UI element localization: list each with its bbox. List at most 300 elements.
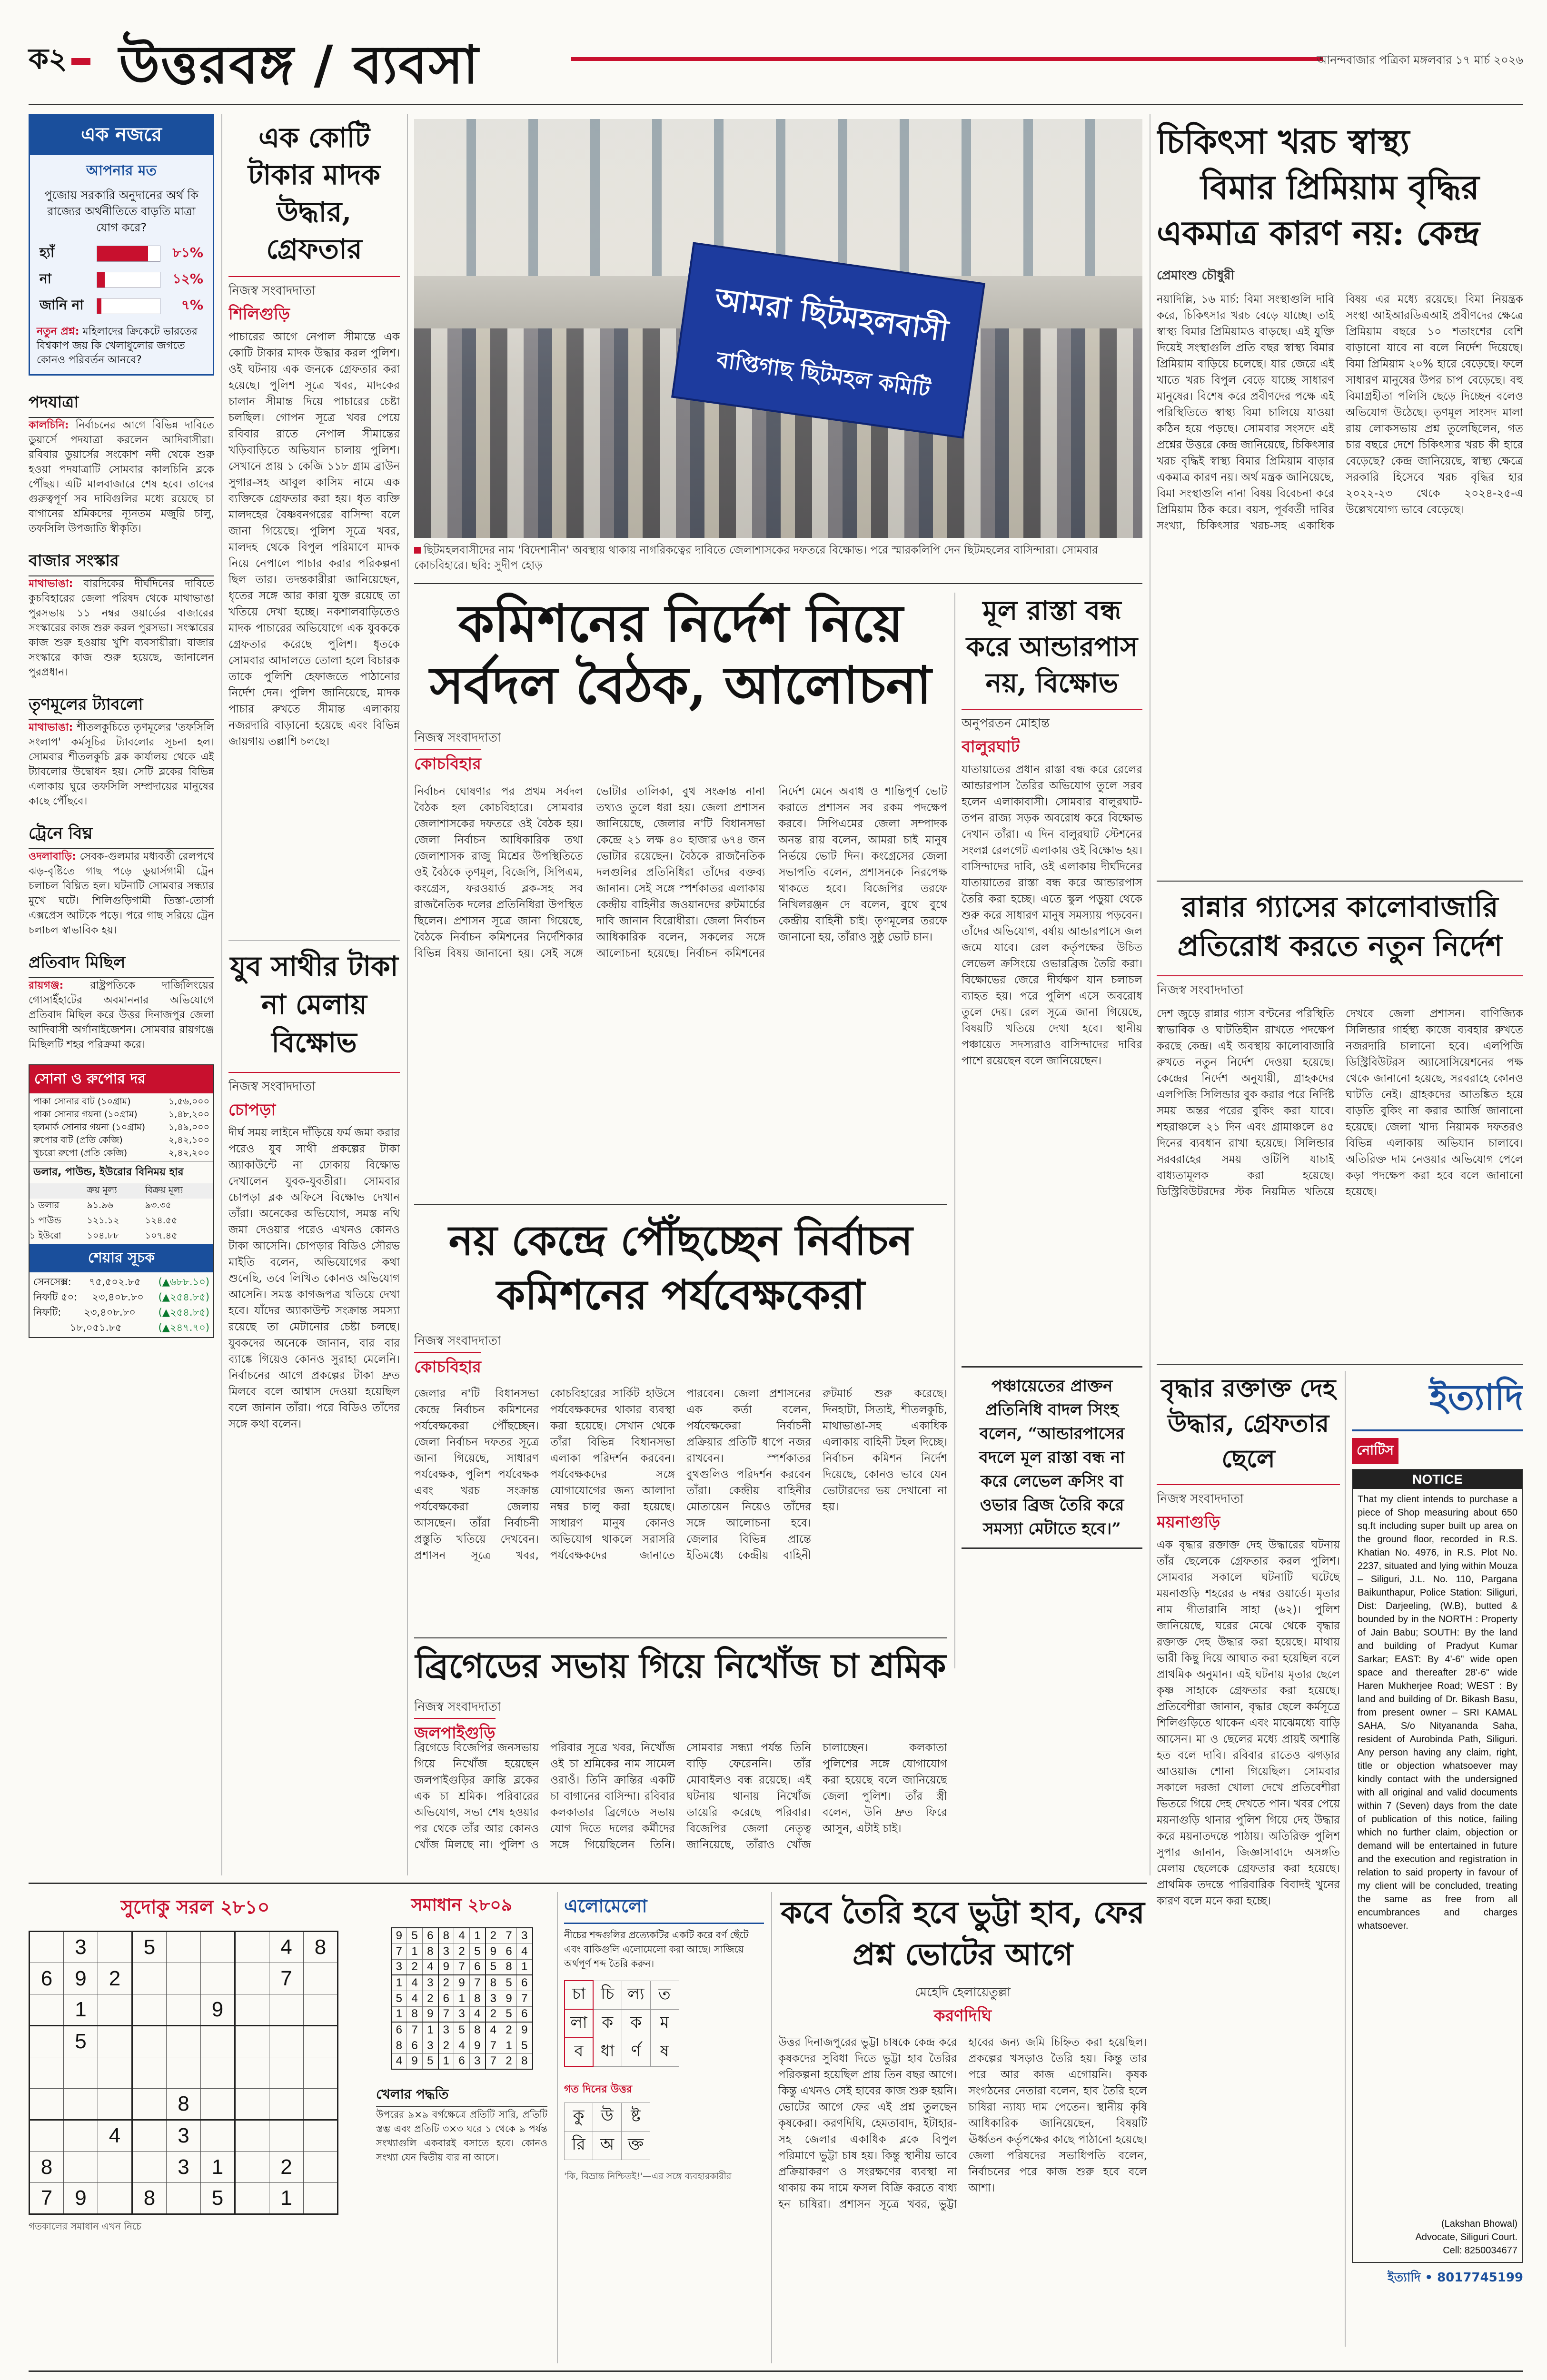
notice-signature: (Lakshan Bhowal) Advocate, Siliguri Court. Cell: 8250034677: [1415, 2219, 1517, 2256]
sudoku-title: সুদোকু সরল ২৮১০: [120, 1896, 270, 1918]
solution-cell: 2: [486, 2006, 501, 2022]
jumble-letter: চা: [565, 1981, 593, 2009]
story-dateline: করণদিঘি: [933, 2006, 992, 2025]
page-number: ক২: [29, 42, 67, 76]
sudoku-cell[interactable]: [167, 2057, 201, 2089]
masthead-rule: [571, 57, 1323, 61]
solution-cell: 1: [454, 1991, 470, 2006]
sudoku-cell[interactable]: 3: [167, 2120, 201, 2152]
solution-cell: 3: [486, 1991, 501, 2006]
solution-cell: 1: [438, 2053, 454, 2069]
market-value: ১,৫৬,০০০: [168, 1096, 209, 1107]
sudoku-cell[interactable]: 7: [30, 2183, 64, 2214]
share-row: [33, 1305, 209, 1320]
column-divider: [1345, 1371, 1346, 2347]
story-headline: কবে তৈরি হবে ভুট্টা হাব, ফের প্রশ্ন ভোটের আগে: [781, 1895, 1145, 1973]
sudoku-cell[interactable]: [269, 1994, 304, 2026]
solution-cell: 5: [501, 1975, 517, 1991]
sudoku-cell[interactable]: [30, 2089, 64, 2120]
solution-cell: 3: [517, 1928, 533, 1944]
share-value: ১৮,০৫১.৮৫: [69, 1322, 122, 1333]
fx-cell: ১ ইউরো: [30, 1230, 61, 1241]
sudoku-cell[interactable]: [269, 2026, 304, 2057]
column-divider: [557, 1892, 558, 2363]
brief-text: রাষ্ট্রপতিকে দার্জিলিংয়ের গোসাইঁহাটের অবমাননার অভিযোগে প্রতিবাদ মিছিল করে উত্তর দিনাজপুর জেলা আদিবাসী অর্গানাইজেশন। সোমবার রায়গঞ্জে মিছিলটি শহর পরিক্রমা করে।: [29, 980, 214, 1051]
poll-next-label: নতুন প্রশ্ন:: [37, 326, 79, 337]
sudoku-cell[interactable]: 1: [64, 1994, 98, 2026]
solution-cell: 6: [501, 1944, 517, 1959]
poll-question: পুজোয় সরকারি অনুদানের অর্থ কি রাজ্যের অর্থনীতিতে বাড়তি মাত্রা যোগ করে?: [44, 188, 198, 234]
brief-title: পদযাত্রা: [29, 390, 214, 418]
fx-cell: ১০৪.৮৮: [87, 1230, 119, 1241]
market-value: ২,৪২,২০০: [168, 1148, 209, 1158]
sudoku-cell[interactable]: [304, 1994, 338, 2026]
solution-cell: 5: [517, 2038, 533, 2053]
sudoku-cell[interactable]: [30, 1994, 64, 2026]
solution-cell: 8: [517, 2053, 533, 2069]
solution-row: [391, 2038, 533, 2053]
solution-cell: 3: [423, 1975, 438, 1991]
sudoku-cell[interactable]: [201, 2057, 235, 2089]
sudoku-cell[interactable]: [235, 1963, 269, 1994]
sudoku-cell[interactable]: 3: [64, 1932, 98, 1963]
notice-heading: NOTICE: [1353, 1470, 1522, 1489]
share-row: [33, 1320, 209, 1335]
story-byline: নিজস্ব সংবাদদাতা: [1157, 1484, 1340, 1510]
sudoku-cell[interactable]: [98, 2183, 132, 2214]
solution-block: [376, 1892, 547, 2363]
story-headline-line: বিমার প্রিমিয়াম বৃদ্ধির: [1200, 168, 1479, 207]
solution-cell: 1: [423, 2022, 438, 2038]
solution-cell: 6: [391, 2022, 407, 2038]
jumble-answer-letter: ষ্ট: [622, 2103, 650, 2132]
sudoku-cell[interactable]: 9: [64, 1963, 98, 1994]
jumble-letter: ল্য: [622, 1981, 650, 2009]
solution-row: [391, 1944, 533, 1959]
sudoku-cell[interactable]: 7: [269, 1963, 304, 1994]
market-row: [33, 1147, 209, 1160]
story-observers: [414, 1214, 947, 1633]
sudoku-cell[interactable]: [269, 2057, 304, 2089]
banner-line-2: বাপ্তিগাছ ছিটমহল কমিটি: [715, 347, 932, 402]
story-body: পাচারের আগে নেপাল সীমান্তে এক কোটি টাকার মাদক উদ্ধার করল পুলিশ। ওই ঘটনায় এক জনকে গ্রেফতার করা হয়েছে। পুলিশ সূত্রে খবর, মাদকের চালান সীমান্ত দিয়ে পাচারের চেষ্টা চলছিল। গোপন সূত্রে খবর পেয়ে রবিবার রাতে নেপাল সীমান্তের খড়িবাড়িতে অভিযান চালায় পুলিশ। সেখানে প্রায় ১ কেজি ১১৮ গ্রাম ব্রাউন সুগার-সহ আবুল কাসিম নামে এক ব্যক্তিকে গ্রেফতার করা হয়। ধৃত ব্যক্তি মালদহের বৈষ্ণবনগরের বাসিন্দা বলে জানা গিয়েছে। পুলিশ সূত্রে খবর, মালদহ থেকে বিপুল পরিমাণে মাদক নিয়ে নেপালে পাচার করার পরিকল্পনা ছিল তার। তদন্তকারীরা জানিয়েছেন, ধৃতের সঙ্গে আর কারা যুক্ত রয়েছে তা খতিয়ে দেখা হচ্ছে। নকশালবাড়িতেও মাদক পাচারের অভিযোগে এক যুবককে গ্রেফতার করেছে পুলিশ। ধৃতকে সোমবার আদালতে তোলা হলে বিচারক তাকে পুলিশি হেফাজতে পাঠানোর নির্দেশ দেন। পুলিশ জানিয়েছে, মাদক পাচার রুখতে সীমান্ত এলাকায় নজরদারি বাড়ানো হয়েছে এবং বিভিন্ন জায়গায় তল্লাশি চলছে।: [228, 331, 400, 748]
sudoku-cell[interactable]: [201, 2026, 235, 2057]
solution-cell: 8: [486, 1975, 501, 1991]
sudoku-cell[interactable]: 1: [201, 2152, 235, 2183]
brief-text: বারদিকের দীর্ঘদিনের দাবিতে কুচবিহারের জেলা পরিষদ থেকে মাথাভাঙা পুরসভায় ১১ নম্বর ওয়ার্ডের বাজারের সংস্কারের কাজ শুরু করল পুরসভা। সংস্কারের কাজ শুরু হওয়ায় খুশি ব্যবসায়ীরা। বাজার সংস্কারে কাজ শুরু হয়েছে, জানালেন পুরপ্রধান।: [29, 578, 214, 678]
fx-row: [30, 1214, 213, 1229]
sudoku-cell[interactable]: [201, 1932, 235, 1963]
sudoku-cell[interactable]: [201, 2089, 235, 2120]
fx-head: বিক্রয় মূল্য: [145, 1185, 183, 1195]
market-row: [33, 1108, 209, 1121]
section-divider: [1157, 1364, 1523, 1365]
story-insurance: [1157, 119, 1523, 876]
share-label: নিফটি:: [33, 1307, 61, 1318]
solution-cell: 7: [517, 1991, 533, 2006]
story-body: উত্তর দিনাজপুরের ভুট্টা চাষকে কেন্দ্র করে কৃষকদের সুবিধা দিতে ভুট্টা হাব তৈরির পরিকল্পনা হয়েছিল প্রায় তিন বছর আগে। কিন্তু এখনও সেই হাবের কাজ শুরু হয়নি। ভোটের আগে ফের এই প্রশ্ন তুলছেন কৃষকেরা। করণদিঘি, হেমতাবাদ, ইটাহার-সহ জেলার একাধিক ব্লকে বিপুল পরিমাণে ভুট্টা চাষ হয়। কিন্তু স্থানীয় ভাবে প্রক্রিয়াকরণ ও সংরক্ষণের ব্যবস্থা না থাকায় কম দামে ফসল বিক্রি করতে বাধ্য হন চাষিরা। প্রশাসন সূত্রে খবর, ভুট্টা হাবের জন্য জমি চিহ্নিত করা হয়েছিল। প্রকল্পের খসড়াও তৈরি হয়। কিন্তু তার পরে আর কাজ এগোয়নি। কৃষক সংগঠনের নেতারা বলেন, হাব তৈরি হলে চাষিরা ন্যায্য দাম পেতেন। স্থানীয় কৃষি আধিকারিক জানিয়েছেন, বিষয়টি ঊর্ধ্বতন কর্তৃপক্ষের কাছে পাঠানো হয়েছে। জেলা পরিষদের সভাধিপতি বলেন, নির্বাচনের পরে কাজ শুরু হবে বলে আশা।: [778, 2036, 1147, 2211]
pull-quote: পঞ্চায়েতের প্রাক্তন প্রতিনিধি বাদল সিংহ বলেন, “আন্ডারপাসের বদলে মূল রাস্তা বন্ধ না করে লেভেল ক্রসিং বা ওভার ব্রিজ তৈরি করে সমস্যা মেটাতে হবে।”: [962, 1366, 1142, 1549]
photo-rule: [414, 583, 1142, 584]
sudoku-cell[interactable]: [30, 2026, 64, 2057]
jumble-answer-letter: রি: [565, 2132, 593, 2160]
solution-cell: 8: [407, 2006, 423, 2022]
solution-cell: 9: [438, 1959, 454, 1975]
sudoku-cell[interactable]: 5: [132, 1932, 167, 1963]
brief-place: মাথাভাঙা:: [29, 722, 73, 734]
poll-title: এক নজরে: [30, 116, 213, 155]
sudoku-cell[interactable]: 2: [269, 2152, 304, 2183]
market-value: ২,৪২,১০০: [168, 1135, 209, 1145]
jumble-answer-letter: অ: [593, 2132, 622, 2160]
sudoku-cell[interactable]: [98, 2152, 132, 2183]
solution-cell: 5: [486, 1959, 501, 1975]
fx-cell: ১ ডলার: [30, 1200, 60, 1210]
solution-cell: 6: [407, 2038, 423, 2053]
brief-title: বাজার সংস্কার: [29, 548, 214, 576]
share-row: [33, 1274, 209, 1289]
brief-title: তৃণমূলের ট্যাবলো: [29, 692, 214, 720]
solution-cell: 3: [391, 1959, 407, 1975]
sudoku-cell[interactable]: [235, 2152, 269, 2183]
brief-text: নির্বাচনের আগে বিভিন্ন দাবিতে ডুয়ার্সে পদযাত্রা করলেন আদিবাসীরা। রবিবার ডুয়ার্সের সংকোশ নদী থেকে শুরু হওয়া পদযাত্রাটি সোমবার কালচিনি ব্লকে পৌঁছয়। এটি মালবাজারে শেষ হবে। তাদের গুরুত্বপূর্ণ সব দাবিগুলির মধ্যে রয়েছে চা বাগানের শ্রমিকদের ন্যূনতম মজুরি চালু, তফসিলি উপজাতি স্বীকৃতি।: [29, 419, 214, 535]
column-divider: [407, 114, 408, 1875]
ittadi-box: [1352, 1371, 1523, 2347]
sudoku-cell[interactable]: 8: [30, 2152, 64, 2183]
sudoku-cell[interactable]: [304, 2120, 338, 2152]
story-byline: নিজস্ব সংবাদদাতা: [228, 276, 400, 302]
solution-cell: 6: [454, 2053, 470, 2069]
share-change: (▲২৫৪.৮৫): [158, 1291, 209, 1303]
poll-row-label: না: [40, 271, 51, 287]
solution-cell: 1: [391, 1975, 407, 1991]
sudoku-cell[interactable]: 5: [201, 2183, 235, 2214]
solution-cell: 9: [501, 1991, 517, 2006]
jumble-letter: ষ: [650, 2038, 679, 2066]
solution-row: [391, 2053, 533, 2069]
sudoku-row: [30, 1994, 338, 2026]
sudoku-cell[interactable]: [64, 2120, 98, 2152]
sudoku-cell[interactable]: [132, 2057, 167, 2089]
sudoku-cell[interactable]: [64, 2089, 98, 2120]
jumble-row: [565, 2009, 679, 2038]
solution-cell: 2: [454, 1944, 470, 1959]
solution-cell: 9: [517, 2022, 533, 2038]
solution-cell: 6: [517, 1975, 533, 1991]
masthead: [29, 24, 1523, 100]
solution-cell: 1: [517, 1959, 533, 1975]
story-headline: এক কোটি টাকার মাদক উদ্ধার, গ্রেফতার: [248, 121, 380, 265]
brief-item: [29, 390, 214, 536]
solution-cell: 6: [438, 1991, 454, 2006]
story-byline: নিজস্ব সংবাদদাতা: [414, 731, 501, 745]
solution-cell: 7: [438, 2006, 454, 2022]
sudoku-cell[interactable]: [132, 2026, 167, 2057]
solution-row: [391, 1975, 533, 1991]
sudoku-cell[interactable]: [98, 2057, 132, 2089]
story-dateline: কোচবিহার: [414, 749, 481, 779]
fx-row: [30, 1229, 213, 1244]
sudoku-grid: [29, 1931, 338, 2215]
sudoku-cell[interactable]: [304, 2026, 338, 2057]
solution-cell: 7: [486, 2053, 501, 2069]
sudoku-cell[interactable]: [167, 2026, 201, 2057]
poll-next-question: মহিলাদের ক্রিকেটে ভারতের বিশ্বকাপ জয় কি খেলাধুলোর জগতে কোনও পরিবর্তন আনবে?: [37, 326, 198, 366]
ittadi-footer: ইত্যাদি • 8017745199: [1388, 2271, 1523, 2285]
sudoku-cell[interactable]: [167, 1963, 201, 1994]
sudoku-cell[interactable]: [132, 2120, 167, 2152]
story-headline: বৃদ্ধার রক্তাক্ত দেহ উদ্ধার, গ্রেফতার ছেলে: [1160, 1374, 1336, 1473]
story-byline: নিজস্ব সংবাদদাতা: [414, 1334, 501, 1348]
sudoku-cell[interactable]: [132, 1963, 167, 1994]
solution-cell: 8: [470, 2022, 486, 2038]
share-title: শেয়ার সূচক: [30, 1244, 213, 1272]
jumble-block: [564, 1892, 764, 2363]
story-dateline: চোপড়া: [228, 1101, 276, 1120]
sudoku-cell[interactable]: [132, 1994, 167, 2026]
jumble-letter: ত: [650, 1981, 679, 2009]
brief-place: কালচিনি:: [29, 419, 69, 431]
share-change: (▲২৫৪.৮৫): [158, 1307, 209, 1318]
solution-cell: 4: [486, 2022, 501, 2038]
solution-cell: 4: [470, 2006, 486, 2022]
brief-text: সেবক-গুলমার মধ্যবর্তী রেলপথে ঝড়-বৃষ্টিতে গাছ পড়ে ডুয়ার্সগামী ট্রেন চলাচল বিঘ্নিত হল। ঘটনাটি সোমবার সন্ধ্যার মুখে ঘটে। শিলিগুড়িগামী তিস্তা-তোর্সা এক্সপ্রেস আটকে পড়ে। পরে গাছ সরিয়ে ট্রেন চলাচল স্বাভাবিক হয়।: [29, 851, 214, 936]
market-label: পাকা সোনার বাট (১০গ্রাম): [33, 1096, 131, 1107]
sudoku-cell[interactable]: [235, 2057, 269, 2089]
sudoku-cell[interactable]: [235, 1932, 269, 1963]
market-label: খুচরো রুপো (প্রতি কেজি): [33, 1148, 128, 1158]
sudoku-cell[interactable]: 6: [30, 1963, 64, 1994]
story-byline: প্রেমাংশু চৌধুরী: [1157, 268, 1234, 283]
story-body: ব্রিগেডে বিজেপির জনসভায় গিয়ে নিখোঁজ হয়েছেন জলপাইগুড়ির ক্রান্তি ব্লকের এক চা শ্রমিক। পরিবারের অভিযোগ, সভা শেষ হওয়ার পর থেকে তাঁর আর কোনও খোঁজ মিলছে না। পুলিশ ও পরিবার সূত্রে খবর, নিখোঁজ ওই চা শ্রমিকের নাম সামেল ওরাওঁ। তিনি ক্রান্তির একটি চা বাগানের বাসিন্দা। রবিবার কলকাতার ব্রিগেডে সভায় যোগ দিতে দলের কর্মীদের সঙ্গে গিয়েছিলেন তিনি। সোমবার সন্ধ্যা পর্যন্ত তিনি বাড়ি ফেরেননি। তাঁর মোবাইলও বন্ধ রয়েছে। এই ঘটনায় থানায় নিখোঁজ ডায়েরি করেছে পরিবার। বিজেপির জেলা নেতৃত্ব জানিয়েছে, তাঁরাও খোঁজ চালাচ্ছেন। কলকাতা পুলিশের সঙ্গে যোগাযোগ করা হয়েছে বলে জানিয়েছে জেলা পুলিশ। তাঁর স্ত্রী বলেন, উনি দ্রুত ফিরে আসুন, এটাই চাই।: [414, 1742, 947, 1851]
sudoku-cell[interactable]: [132, 2152, 167, 2183]
market-value: ১,৪৮,২০০: [168, 1109, 209, 1120]
poll-row-value: ৮১%: [172, 245, 203, 260]
sudoku-cell[interactable]: [64, 2057, 98, 2089]
share-label: সেনসেক্স:: [33, 1276, 71, 1288]
sudoku-cell[interactable]: [304, 2089, 338, 2120]
jumble-answer-letter: কু: [565, 2103, 593, 2132]
sudoku-cell[interactable]: [269, 2120, 304, 2152]
solution-cell: 3: [438, 2022, 454, 2038]
solution-cell: 6: [423, 1928, 438, 1944]
jumble-answer-row: [565, 2132, 650, 2160]
banner-line-1: আমরা ছিটমহলবাসী: [713, 281, 951, 348]
solution-cell: 8: [501, 1959, 517, 1975]
sudoku-row: [30, 2120, 338, 2152]
left-sidebar: [29, 114, 214, 1875]
market-value: ১,৪৯,০০০: [168, 1122, 209, 1132]
brief-item: [29, 692, 214, 809]
solution-cell: 2: [423, 1991, 438, 2006]
caption-text: ছিটমহলবাসীদের নাম 'বিদেশানীন' অবস্থায় থাকায় নাগরিকত্বের দাবিতে জেলাশাসকের দফতরে বিক্ষোভ। পরে স্মারকলিপি দেন ছিটমহলের বাসিন্দারা। সোমবার কোচবিহারে। ছবি: সুদীপ হোড়: [414, 544, 1098, 572]
jumble-letter: চি: [593, 1981, 622, 2009]
solution-cell: 2: [438, 2038, 454, 2053]
solution-title: সমাধান ২৮০৯: [411, 1895, 513, 1915]
solution-row: [391, 1928, 533, 1944]
sudoku-cell[interactable]: 5: [64, 2026, 98, 2057]
market-label: রুপোর বাট (প্রতি কেজি): [33, 1135, 123, 1145]
solution-cell: 1: [501, 2038, 517, 2053]
jumble-answer-row: [565, 2103, 650, 2132]
section-divider: [228, 940, 400, 941]
poll-bar-yes: [97, 246, 148, 261]
sudoku-cell[interactable]: [30, 2120, 64, 2152]
story-worker: [414, 1645, 947, 1911]
sudoku-cell[interactable]: 9: [64, 2183, 98, 2214]
story-headline-line: চিকিৎসা খরচ স্বাস্থ্য: [1157, 122, 1410, 161]
story-youth: [228, 947, 400, 1795]
sudoku-cell[interactable]: [235, 2183, 269, 2214]
story-body: নয়াদিল্লি, ১৬ মার্চ: বিমা সংস্থাগুলি দাবি করে, চিকিৎসার খরচ বেড়ে যাচ্ছে। তাই স্বাস্থ্য বিমার প্রিমিয়ামও বাড়ছে। এই যুক্তি দিয়েই সংস্থাগুলি প্রতি বছর স্বাস্থ্য বিমার প্রিমিয়াম বাড়িয়ে চলেছে। যার জেরে এই খাতে খরচ বিপুল বেড়ে যাচ্ছে সাধারণ মানুষের। বিশেষ করে প্রবীণদের পক্ষে এই পরিস্থিতিতে স্বাস্থ্য বিমা চালিয়ে যাওয়া কঠিন হয়ে পড়ছে। সোমবার সংসদে এই প্রশ্নের উত্তরে কেন্দ্র জানিয়েছে, চিকিৎসার খরচ বৃদ্ধিই স্বাস্থ্য বিমার প্রিমিয়াম বাড়ার একমাত্র কারণ নয়। অর্থ মন্ত্রক জানিয়েছে, বিমা সংস্থাগুলি নানা বিষয় বিবেচনা করে প্রিমিয়াম ঠিক করে। বয়স, পূর্ববর্তী দাবির সংখ্যা, চিকিৎসার খরচ-সহ একাধিক বিষয় এর মধ্যে রয়েছে। বিমা নিয়ন্ত্রক সংস্থা আইআরডিএআই প্রবীণদের ক্ষেত্রে প্রিমিয়াম বছরে ১০ শতাংশের বেশি বাড়ানো যাবে না বলে নির্দেশ দিয়েছে। বিমা প্রিমিয়াম ২০% হারে বেড়েছে। ফলে সাধারণ মানুষের উপর চাপ বেড়েছে। বহু বিমাগ্রহীতা পলিসি ছেড়ে দিচ্ছেন বলেও অভিযোগ উঠেছে। তৃণমূল সাংসদ মালা রায় লোকসভায় প্রশ্ন তুলেছিলেন, গত চার বছরে দেশে চিকিৎসার খরচ কী হারে বেড়েছে? কেন্দ্র জানিয়েছে, স্বাস্থ্য ক্ষেত্রে সরকারি হিসেবে খরচ বৃদ্ধির হার ২০২২-২৩ থেকে ২০২৪-২৫-এ উল্লেখযোগ্য ভাবে বেড়েছে।: [1157, 293, 1523, 532]
brief-place: ওদলাবাড়ি:: [29, 851, 76, 863]
sudoku-cell[interactable]: 8: [304, 1932, 338, 1963]
sudoku-cell[interactable]: [235, 2089, 269, 2120]
poll-box: [29, 114, 214, 376]
share-value: ২৩,৪০৮.৮০: [84, 1307, 136, 1318]
story-headline: রান্নার গ্যাসের কালোবাজারি প্রতিরোধ করতে নতুন নির্দেশ: [1177, 891, 1503, 963]
story-body-recovered: [1157, 1371, 1340, 2347]
sudoku-cell[interactable]: [201, 2120, 235, 2152]
top-rule: [29, 104, 1523, 105]
sudoku-cell[interactable]: [304, 2057, 338, 2089]
poll-row-label: হ্যাঁ: [40, 245, 54, 260]
story-hub: [778, 1892, 1147, 2363]
column-divider: [221, 114, 222, 1875]
jumble-answer-head: গত দিনের উত্তর: [564, 2083, 633, 2095]
solution-cell: 5: [470, 1944, 486, 1959]
poll-row: [40, 242, 203, 265]
solution-cell: 2: [501, 2053, 517, 2069]
solution-cell: 6: [517, 2006, 533, 2022]
column-divider: [771, 1892, 772, 2363]
sudoku-cell[interactable]: 1: [269, 2183, 304, 2214]
poll-bar-dontknow: [97, 298, 101, 314]
brief-item: [29, 548, 214, 680]
fx-cell: ৯১.৯৬: [87, 1200, 113, 1210]
fx-cell: ১২৪.৫৫: [145, 1215, 178, 1226]
section-divider: [1157, 881, 1523, 882]
sudoku-cell[interactable]: [30, 1932, 64, 1963]
solution-cell: 1: [391, 2006, 407, 2022]
photo-caption: [414, 543, 1142, 573]
story-body: নির্বাচন ঘোষণার পর প্রথম সর্বদল বৈঠক হল কোচবিহারে। সোমবার জেলাশাসকের দফতরে ওই বৈঠক হয়। জেলা নির্বাচন আধিকারিক তথা জেলাশাসক রাজু মিশ্রের উপস্থিতিতে ওই বৈঠকে তৃণমূল, বিজেপি, সিপিএম, কংগ্রেস, ফরওয়ার্ড ব্লক-সহ সব রাজনৈতিক দলের প্রতিনিধিরা উপস্থিত ছিলেন। প্রশাসন সূত্রে জানা গিয়েছে, বৈঠকে নির্বাচন কমিশনের নির্দেশিকার বিভিন্ন বিষয় জানানো হয়। সেই সঙ্গে ভোটার তালিকা, বুথ সংক্রান্ত নানা তথ্যও তুলে ধরা হয়। জেলা প্রশাসন জানিয়েছে, জেলার ন'টি বিধানসভা কেন্দ্রে ২১ লক্ষ ৪০ হাজার ৬৭৪ জন ভোটার রয়েছেন। বৈঠকে রাজনৈতিক দলগুলির প্রতিনিধিরা তাঁদের বক্তব্য জানান। সেই সঙ্গে স্পর্শকাতর এলাকায় কেন্দ্রীয় বাহিনীর জওয়ানদের রুটমার্চের দাবি জানান বিরোধীরা। জেলা নির্বাচন আধিকারিক বলেন, সকলের সঙ্গে আলোচনা হয়েছে। নির্বাচন কমিশনের নির্দেশ মেনে অবাধ ও শান্তিপূর্ণ ভোট করাতে প্রশাসন সব রকম পদক্ষেপ করবে। সিপিএমের জেলা সম্পাদক অনন্ত রায় বলেন, আমরা চাই মানুষ নির্ভয়ে ভোট দিন। কংগ্রেসের জেলা সভাপতি বলেন, প্রশাসনকে নিরপেক্ষ থাকতে হবে। বিজেপির তরফে নিখিলরঞ্জন দে বলেন, বুথে বুথে কেন্দ্রীয় বাহিনী চাই। তৃণমূলের তরফে জানানো হয়, তাঁরাও সুষ্ঠু ভোট চান।: [414, 785, 947, 960]
notice-body: That my client intends to purchase a piece of Shop measuring about 650 sq.ft including super built up area on the ground floor, recorded in R.S. Khatian No. 4976, in R.S. Plot No. 2237, situated and lying within Mouza – Siliguri, J.L. No. 110, Pargana Baikunthapur, Police Station: Siliguri, Dist: Darjeeling, (W.B), butted & bounded by in the NORTH : Property of Jain Babu; SOUTH: By the land and building of Pradyut Kumar Sarkar; EAST: By 4'-6" wide open space and thereafter 28'-6" wide Haren Mukherjee Road; WEST : By land and building of Dr. Bikash Basu, from present owner – SRI KAMAL SAHA, S/o Nityananda Saha, resident of Aurobinda Path, Siliguri. Any person having any claim, right, title or objection whatsoever may kindly contact with the undersigned with all original and valid documents within 7 (Seven) days from the date of publication of this notice, failing which no further claim, objection or demand will be entertained in future and the execution and registration in relation to said property in favour of my client will be concluded, treating the same as free from all encumbrances and charges whatsoever.: [1358, 1494, 1517, 1931]
sudoku-cell[interactable]: [98, 1994, 132, 2026]
sudoku-cell[interactable]: 8: [167, 2089, 201, 2120]
solution-cell: 8: [438, 1928, 454, 1944]
jumble-letter: ধা: [593, 2038, 622, 2066]
sudoku-cell[interactable]: [235, 1994, 269, 2026]
sudoku-cell[interactable]: [167, 2183, 201, 2214]
story-byline: মেহেদি হেলায়েতুল্লা: [915, 1985, 1011, 2000]
solution-cell: 2: [486, 1928, 501, 1944]
story-byline: নিজস্ব সংবাদদাতা: [228, 1072, 400, 1098]
brief-title: ট্রেনে বিঘ্ন: [29, 821, 214, 849]
jumble-intro: নীচের শব্দগুলির প্রত্যেকটির একটি করে বর্ণ ছেঁটে এবং বাকিগুলি এলোমেলো করা আছে। সাজিয়ে অর্থপূর্ণ শব্দ তৈরি করুন।: [564, 1929, 749, 1969]
fx-cell: ১০৭.৪৫: [145, 1230, 178, 1241]
sudoku-row: [30, 2026, 338, 2057]
brief-item: [29, 950, 214, 1052]
jumble-words: [564, 1980, 679, 2067]
sudoku-cell[interactable]: 8: [132, 2183, 167, 2214]
sudoku-cell[interactable]: [98, 2089, 132, 2120]
sudoku-cell[interactable]: 2: [98, 1963, 132, 1994]
fx-head: [30, 1183, 87, 1199]
solution-cell: 5: [454, 2022, 470, 2038]
sudoku-cell[interactable]: [30, 2057, 64, 2089]
building-facade: [414, 119, 1142, 276]
story-byline: নিজস্ব সংবাদদাতা: [414, 1700, 501, 1714]
poll-row-value: ১২%: [172, 271, 203, 287]
solution-cell: 4: [517, 1944, 533, 1959]
sudoku-row: [30, 2183, 338, 2214]
sudoku-cell[interactable]: [304, 2183, 338, 2214]
sudoku-cell[interactable]: [304, 1963, 338, 1994]
solution-cell: 1: [470, 1928, 486, 1944]
solution-cell: 8: [391, 2038, 407, 2053]
notice-label: নোটিস: [1352, 1438, 1398, 1464]
sudoku-cell[interactable]: 3: [167, 2152, 201, 2183]
market-label: পাকা সোনার গয়না (১০গ্রাম): [33, 1109, 138, 1120]
solution-cell: 5: [423, 2053, 438, 2069]
market-row: [33, 1134, 209, 1147]
sudoku-cell[interactable]: [304, 2152, 338, 2183]
share-change: (▲৬৮৮.১০): [158, 1276, 209, 1288]
solution-cell: 4: [407, 1975, 423, 1991]
sudoku-cell[interactable]: [235, 2120, 269, 2152]
sudoku-cell[interactable]: [167, 1932, 201, 1963]
solution-cell: 3: [438, 1944, 454, 1959]
sudoku-cell[interactable]: [64, 2152, 98, 2183]
fx-row: [30, 1199, 213, 1214]
caption-marker: [414, 547, 421, 554]
sudoku-cell[interactable]: [269, 2089, 304, 2120]
section-divider: [414, 1204, 947, 1205]
fx-head: ক্রয় মূল্য: [87, 1185, 117, 1195]
poll-row: [40, 295, 203, 317]
solution-grid: [391, 1927, 533, 2070]
solution-row: [391, 1991, 533, 2006]
solution-cell: 6: [470, 1959, 486, 1975]
jumble-answers: [564, 2102, 650, 2160]
sudoku-cell[interactable]: [201, 1963, 235, 1994]
column-divider: [954, 593, 955, 1668]
sudoku-cell[interactable]: [235, 2026, 269, 2057]
solution-cell: 2: [407, 1959, 423, 1975]
story-body: দীর্ঘ সময় লাইনে দাঁড়িয়ে ফর্ম জমা করার পরেও যুব সাথী প্রকল্পের টাকা অ্যাকাউন্টে না ঢোকায় বিক্ষোভ দেখালেন যুবক-যুবতীরা। সোমবার চোপড়া ব্লক অফিসে বিক্ষোভ দেখান তাঁরা। অনেকের অভিযোগ, সমস্ত নথি জমা দেওয়ার পরেও এখনও কোনও টাকা আসেনি। চোপড়ার বিডিও সৌরভ মাইতি বলেন, অভিযোগের কথা শুনেছি, তবে লিখিত কোনও অভিযোগ আসেনি। সমস্ত কাগজপত্র খতিয়ে দেখা হবে। যাঁদের অ্যাকাউন্ট সংক্রান্ত সমস্যা রয়েছে তা মেটানোর চেষ্টা চলছে। যুবকদের অনেকে জানান, বার বার ব্যাঙ্কে গিয়েও কোনও সুরাহা মেলেনি। নির্বাচনের আগে প্রকল্পের টাকা দ্রুত মিলবে বলে আশ্বাস দেওয়া হয়েছিল বলে জানান তাঁরা। পরে বিডিও তাঁদের সঙ্গে কথা বলেন।: [228, 1127, 400, 1430]
brief-title: প্রতিবাদ মিছিল: [29, 950, 214, 978]
sudoku-cell[interactable]: [98, 2026, 132, 2057]
jumble-title: এলোমেলো: [564, 1892, 764, 1924]
sudoku-cell[interactable]: 4: [269, 1932, 304, 1963]
sudoku-row: [30, 2089, 338, 2120]
sudoku-cell[interactable]: 9: [201, 1994, 235, 2026]
sudoku-cell[interactable]: [167, 1994, 201, 2026]
solution-cell: 3: [470, 2053, 486, 2069]
jumble-answer-letter: উ: [593, 2103, 622, 2132]
sudoku-cell[interactable]: [132, 2089, 167, 2120]
jumble-letter: ম: [650, 2009, 679, 2038]
market-title: সোনা ও রুপোর দর: [30, 1065, 213, 1093]
poll-row-label: জানি না: [40, 297, 84, 313]
story-gas: [1157, 888, 1523, 1359]
sudoku-cell[interactable]: [98, 1932, 132, 1963]
story-headline-line: একমাত্র কারণ নয়: কেন্দ্র: [1157, 213, 1480, 253]
section-mark: [71, 58, 90, 65]
sudoku-cell[interactable]: 4: [98, 2120, 132, 2152]
story-underpass: [962, 593, 1142, 1668]
